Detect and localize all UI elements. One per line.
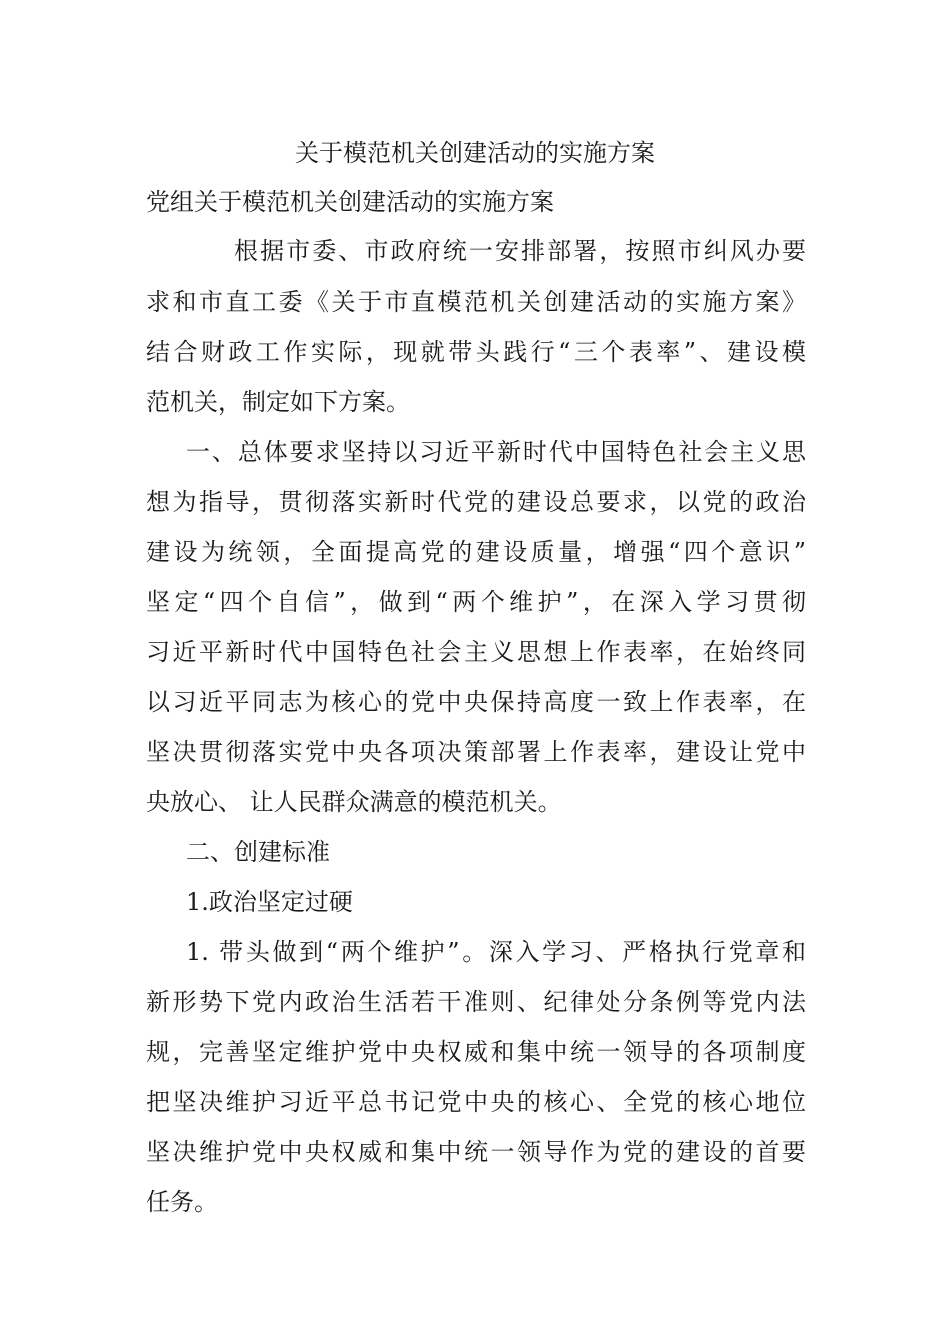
paragraph-line: 根据市委、市政府统一安排部署，按照市纠风办要 [234, 237, 806, 265]
section-heading: 二、创建标准 [186, 838, 330, 866]
paragraph-line: 新形势下党内政治生活若干准则、纪律处分条例等党内法 [146, 988, 806, 1016]
paragraph-line: 规，完善坚定维护党中央权威和集中统一领导的各项制度 [146, 1038, 806, 1066]
paragraph-line: 坚决维护党中央权威和集中统一领导作为党的建设的首要 [146, 1138, 806, 1166]
paragraph-line: 坚决贯彻落实党中央各项决策部署上作表率，建设让党中 [146, 738, 806, 766]
paragraph-line: 结合财政工作实际，现就带头践行“三个表率”、建设模 [146, 338, 806, 366]
paragraph-line: 求和市直工委《关于市直模范机关创建活动的实施方案》 [146, 288, 806, 316]
paragraph-line: 1. 带头做到“两个维护”。深入学习、严格执行党章和 [186, 938, 806, 966]
document-title: 关于模范机关创建活动的实施方案 [295, 139, 655, 167]
subsection-heading: 1.政治坚定过硬 [186, 888, 353, 916]
paragraph-line: 范机关，制定如下方案。 [146, 388, 410, 416]
paragraph-line: 把坚决维护习近平总书记党中央的核心、全党的核心地位 [146, 1088, 806, 1116]
paragraph-line: 央放心、 让人民群众满意的模范机关。 [146, 788, 562, 816]
document-subtitle: 党组关于模范机关创建活动的实施方案 [146, 188, 554, 216]
paragraph-line: 想为指导，贯彻落实新时代党的建设总要求，以党的政治 [146, 488, 806, 516]
paragraph-line: 习近平新时代中国特色社会主义思想上作表率，在始终同 [146, 638, 806, 666]
paragraph-line: 坚定“四个自信”，做到“两个维护”，在深入学习贯彻 [146, 588, 806, 616]
paragraph-line: 以习近平同志为核心的党中央保持高度一致上作表率，在 [146, 688, 806, 716]
paragraph-line: 建设为统领，全面提高党的建设质量，增强“四个意识” [146, 538, 806, 566]
paragraph-line: 任务。 [146, 1188, 218, 1216]
paragraph-line: 一、总体要求坚持以习近平新时代中国特色社会主义思 [186, 438, 806, 466]
